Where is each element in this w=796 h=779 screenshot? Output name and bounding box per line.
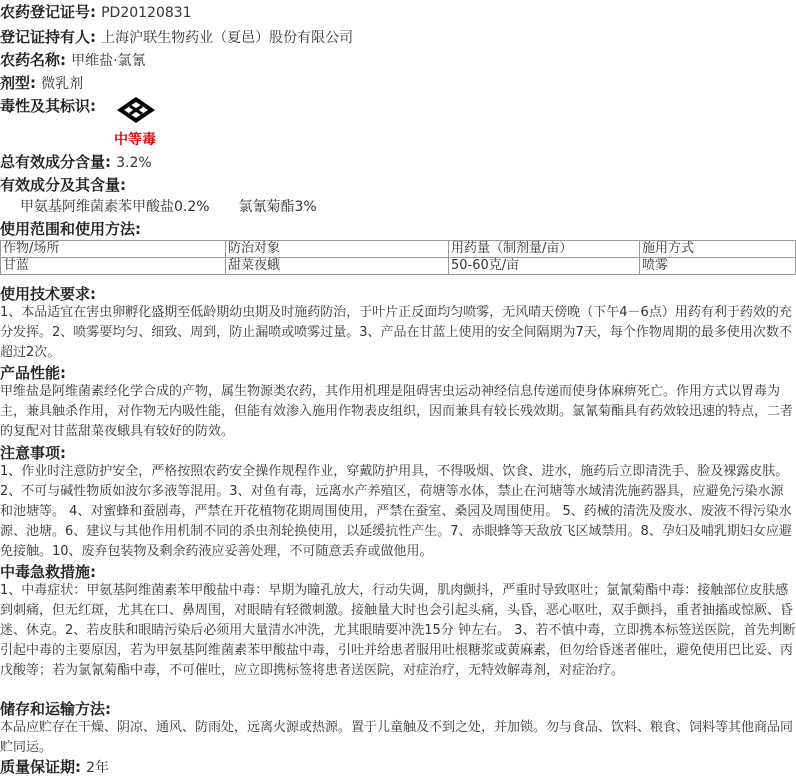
- name-row: [0, 49, 146, 72]
- total-content-row: [0, 151, 152, 174]
- ingredients-label: 有效成分及其含量:: [0, 176, 126, 194]
- form-row: [0, 72, 83, 95]
- performance-heading: [0, 362, 66, 384]
- tech-label: 使用技术要求:: [0, 285, 96, 303]
- form-value: 微乳剂: [41, 76, 84, 92]
- performance-label: 产品性能:: [0, 364, 66, 382]
- usage-label: 使用范围和使用方法:: [0, 220, 141, 238]
- storage-label: 储存和运输方法:: [0, 700, 111, 718]
- storage-text: 本品应贮存在干燥、阴凉、通风、防雨处，远离火源或热源。置于儿童触及不到之处，并加锁。勿与食品、饮料、粮食、饲料等其他商品同贮同运。: [0, 720, 794, 755]
- shelf-row: [0, 756, 109, 779]
- holder-value: 上海沪联生物药业（夏邑）股份有限公司: [101, 30, 354, 46]
- notes-heading: [0, 442, 66, 464]
- shelf-label: 质量保证期:: [0, 758, 81, 776]
- pesticide-name-value: 甲维盐·氯氰: [71, 53, 146, 69]
- ingredients-row: [0, 174, 126, 196]
- usage-table: [0, 240, 796, 275]
- reg-no-row: [0, 1, 192, 24]
- reg-no-value: PD20120831: [101, 5, 192, 21]
- table-row: [1, 258, 796, 275]
- notes-label: 注意事项:: [0, 444, 66, 462]
- usage-heading: [0, 218, 141, 240]
- ingredients-list: [20, 196, 317, 218]
- firstaid-label: 中毒急救措施:: [0, 563, 96, 581]
- firstaid-heading: [0, 561, 96, 583]
- ingredient-item: 氯氰菊酯3%: [238, 199, 317, 215]
- tech-text: 1、本品适宜在害虫卵孵化盛期至低龄期幼虫期及时施药防治，于叶片正反面均匀喷雾，无风晴天傍晚（下午4－6点）用药有利于药效的充分发挥。2、喷雾要均匀、细致、周到，防止漏喷或喷雾过量。3、产品在甘蓝上使用的安全间隔期为7天，每个作物周期的最多使用次数不超过2次。: [0, 305, 792, 360]
- header-crop: 作物/场所: [1, 241, 226, 258]
- header-target: 防治对象: [226, 241, 449, 258]
- cell-target: 甜菜夜蛾: [226, 258, 449, 275]
- table-header-row: [1, 241, 796, 258]
- shelf-value: 2年: [86, 760, 110, 776]
- total-content-label: 总有效成分含量:: [0, 153, 111, 171]
- reg-no-label: 农药登记证号:: [0, 3, 96, 21]
- notes-text: 1、作业时注意防护安全，严格按照农药安全操作规程作业，穿戴防护用具，不得吸烟、饮食、进水，施药后立即清洗手、脸及裸露皮肤。2、不可与碱性物质如波尔多液等混用。3、对鱼有毒，远离水产养殖区，荷塘等水体，禁止在河塘等水域清洗施药器具，应避免污染水源和池塘等。 4、对蜜蜂和蚕剧毒，严禁在开花植物花期周围使用，严禁在蚕室、桑园及周围使用。 5、药械的清洗及废水、废液不得污染水源、池塘。6、建议与其他作用机制不同的杀虫剂轮换使用，以延缓抗性产生。7、赤眼蜂等天敌放飞区域禁用。8、孕妇及哺乳期妇女应避免接触。10、废弃包装物及剩余药液应妥善处理，不可随意丢弃或做他用。: [0, 464, 792, 559]
- pesticide-name-label: 农药名称:: [0, 51, 66, 69]
- toxicity-level-text: 中等毒: [114, 132, 156, 148]
- toxicity-row: [0, 95, 96, 117]
- header-dosage: 用药量（制剂量/亩）: [449, 241, 640, 258]
- tech-heading: [0, 283, 96, 305]
- holder-row: [0, 26, 353, 49]
- storage-heading: [0, 698, 111, 720]
- cell-method: 喷雾: [640, 258, 796, 275]
- header-method: 施用方式: [640, 241, 796, 258]
- form-label: 剂型:: [0, 74, 36, 92]
- toxicity-diamond-icon: [116, 96, 156, 124]
- performance-text: 甲维盐是阿维菌素经化学合成的产物，属生物源类农药，其作用机理是阻碍害虫运动神经信息传递而使身体麻痹死亡。作用方式以胃毒为主，兼具触杀作用，对作物无内吸性能，但能有效渗入施用作物表皮组织，因而兼具有较长残效期。氯氰菊酯具有药效较迅速的特点，二者的复配对甘蓝甜菜夜蛾具有较好的防效。: [0, 384, 794, 439]
- cell-dosage: 50-60克/亩: [449, 258, 640, 275]
- ingredient-item: 甲氨基阿维菌素苯甲酸盐0.2%: [20, 199, 210, 215]
- total-content-value: 3.2%: [116, 155, 152, 171]
- cell-crop: 甘蓝: [1, 258, 226, 275]
- firstaid-text: 1、中毒症状：甲氨基阿维菌素苯甲酸盐中毒：早期为瞳孔放大，行动失调，肌肉颤抖，严重时导致呕吐；氯氰菊酯中毒：接触部位皮肤感到刺痛，但无红斑，尤其在口、鼻周围，对眼睛有轻微刺激。接触量大时也会引起头痛，头昏，恶心呕吐，双手颤抖，重者抽搐或惊厥、昏迷、休克。2、若皮肤和眼睛污染后必须用大量清水冲洗，尤其眼睛要冲洗15分 钟左右。 3、若不慎中毒，立即携本标签送医院，首先判断引起中毒的主要原因，若为甲氨基阿维菌素苯甲酸盐中毒，引吐并给患者服用吐根糖浆或黄麻素，但勿给昏迷者催吐，避免使用巴比妥、丙戊酸等；若为氯氰菊酯中毒，不可催吐，应立即携标签将患者送医院，对症治疗，无特效解毒剂，对症治疗。: [0, 583, 796, 678]
- holder-label: 登记证持有人:: [0, 28, 96, 46]
- toxicity-label: 毒性及其标识:: [0, 97, 96, 115]
